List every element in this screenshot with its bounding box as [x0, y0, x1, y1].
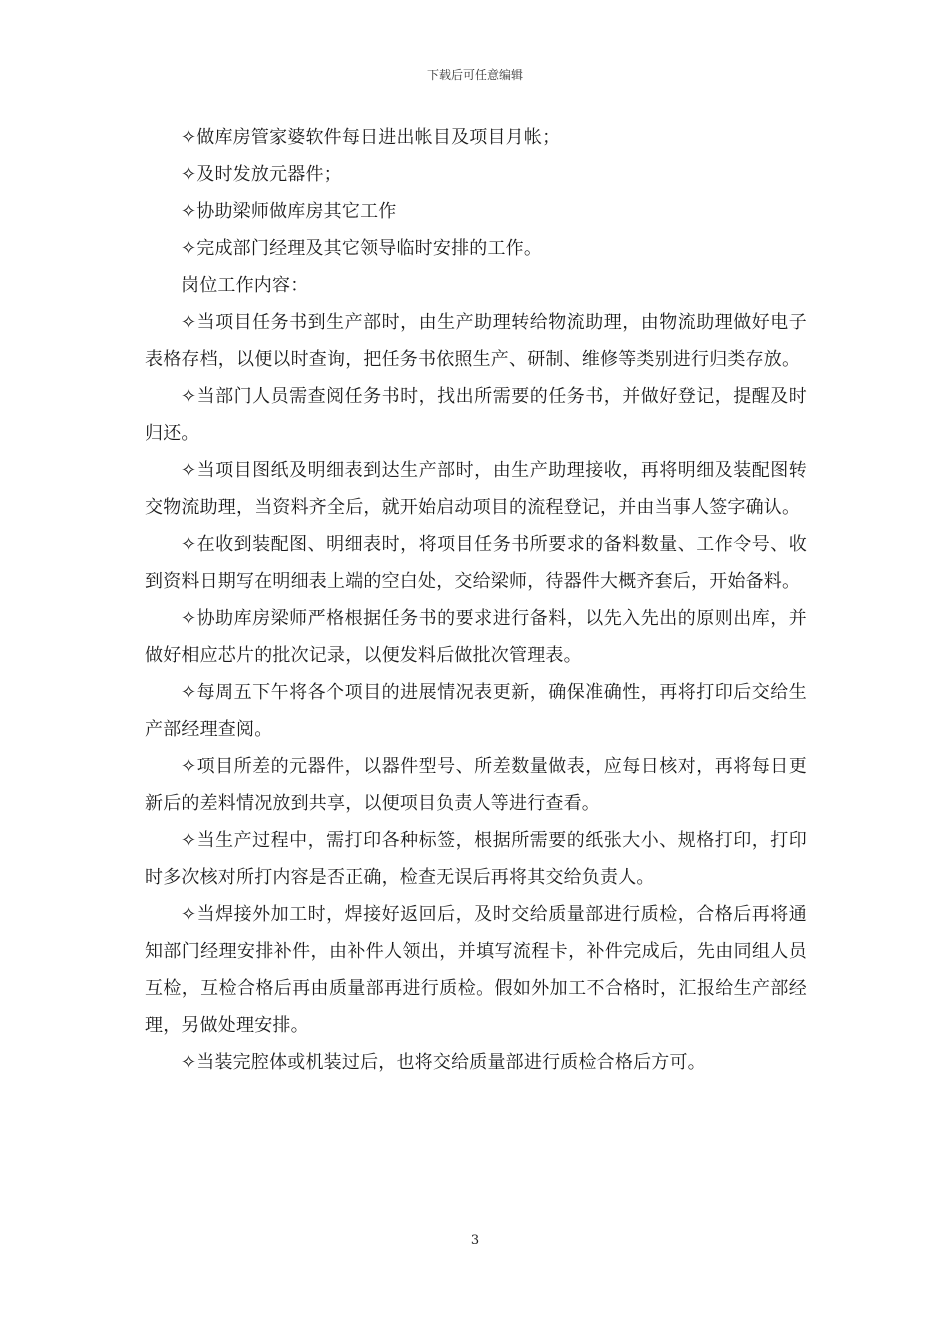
paragraph-10: ✧协助库房梁师严格根据任务书的要求进行备料，以先入先出的原则出库，并做好相应芯片的批次记录，以便发料后做批次管理表。: [145, 608, 807, 666]
section-heading: 岗位工作内容：: [181, 275, 309, 296]
page-header: 下载后可任意编辑: [426, 68, 523, 82]
paragraph-15: ✧当装完腔体或机装过后，也将交给质量部进行质检合格后方可。: [181, 1052, 706, 1073]
paragraph-8: ✧当项目图纸及明细表到达生产部时，由生产助理接收，再将明细及装配图转交物流助理，当资料齐全后，就开始启动项目的流程登记，并由当事人签字确认。: [145, 460, 807, 518]
paragraph-11: ✧每周五下午将各个项目的进展情况表更新，确保准确性，再将打印后交给生产部经理查阅。: [145, 682, 807, 740]
document-body: [145, 119, 807, 1081]
paragraph-7: ✧当部门人员需查阅任务书时，找出所需要的任务书，并做好登记，提醒及时归还。: [145, 386, 807, 444]
paragraph-1: ✧做库房管家婆软件每日进出帐目及项目月帐；: [181, 127, 561, 148]
paragraph-13: ✧当生产过程中，需打印各种标签，根据所需要的纸张大小、规格打印，打印时多次核对所打内容是否正确，检查无误后再将其交给负责人。: [145, 830, 807, 888]
paragraph-12: ✧项目所差的元器件，以器件型号、所差数量做表，应每日核对，再将每日更新后的差料情况放到共享，以便项目负责人等进行查看。: [145, 756, 807, 814]
paragraph-3: ✧协助梁师做库房其它工作: [181, 201, 397, 222]
paragraph-9: ✧在收到装配图、明细表时，将项目任务书所要求的备料数量、工作令号、收到资料日期写在明细表上端的空白处，交给梁师，待器件大概齐套后，开始备料。: [145, 534, 807, 592]
page-number: 3: [470, 1233, 480, 1248]
paragraph-14: ✧当焊接外加工时，焊接好返回后，及时交给质量部进行质检，合格后再将通知部门经理安排补件，由补件人领出，并填写流程卡，补件完成后，先由同组人员互检，互检合格后再由质量部再进行质检。假如外加工不合格时，汇报给生产部经理，另做处理安排。: [145, 904, 807, 1036]
paragraph-6: ✧当项目任务书到生产部时，由生产助理转给物流助理，由物流助理做好电子表格存档，以便以时查询，把任务书依照生产、研制、维修等类别进行归类存放。: [145, 312, 807, 370]
paragraph-2: ✧及时发放元器件；: [181, 164, 342, 185]
paragraph-4: ✧完成部门经理及其它领导临时安排的工作。: [181, 238, 543, 259]
